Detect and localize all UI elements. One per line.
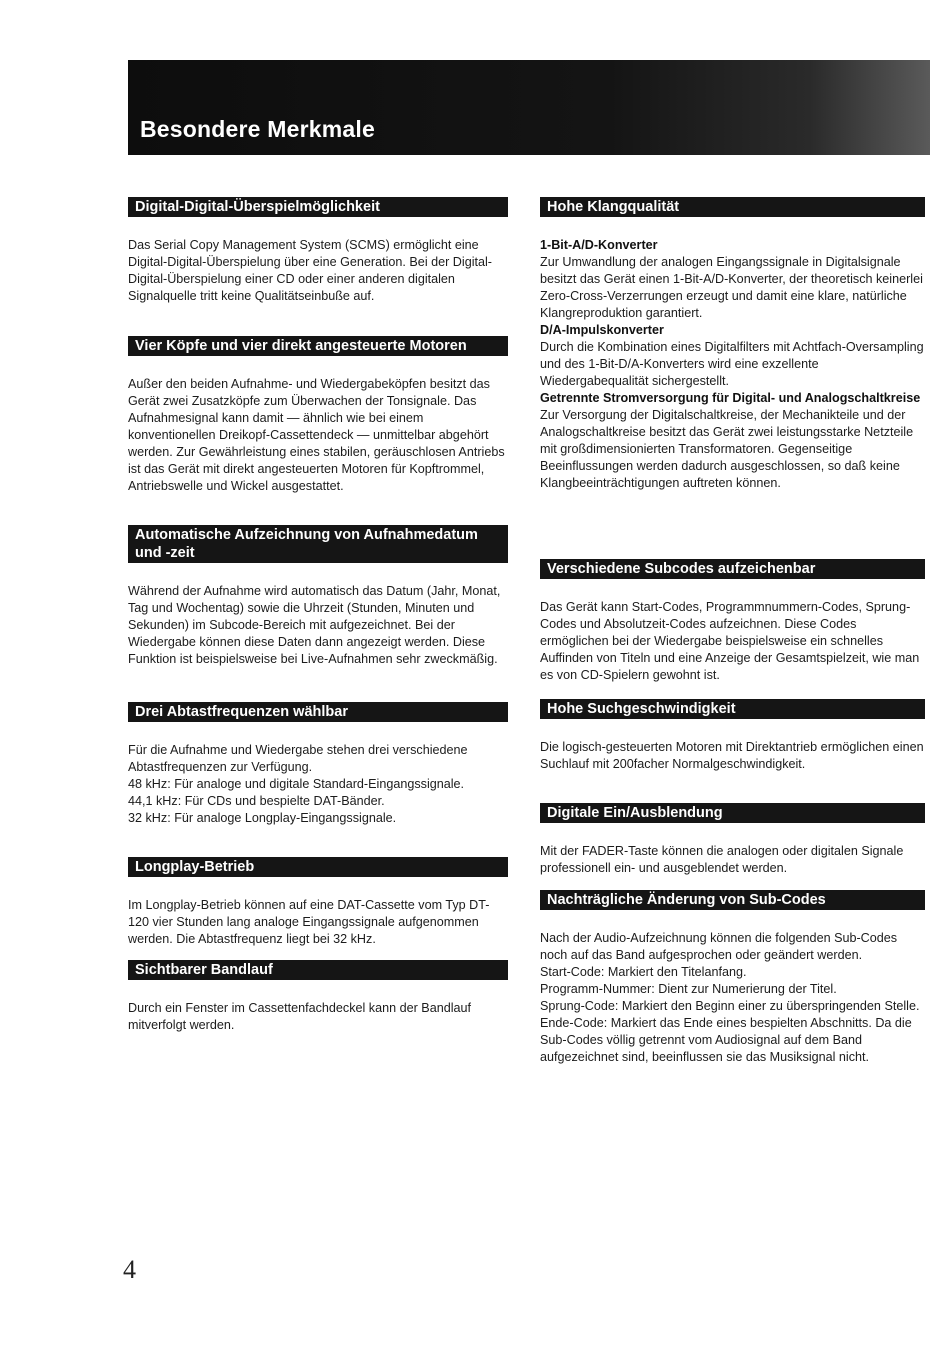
section-subcodes <box>540 559 925 684</box>
page-number: 4 <box>123 1255 136 1284</box>
section-text: Das Serial Copy Management System (SCMS) ermöglicht eine Digital-Digital-Überspielung über eine Generation. Bei der Digital-Digital-Überspielung einer CD oder einer anderen digitalen Signalquelle tritt keine Qualitätseinbuße auf. <box>128 238 493 303</box>
section-text: Mit der FADER-Taste können die analogen oder digitalen Signale professionell ein- und ausgeblendet werden. <box>540 844 904 875</box>
section-line: Sprung-Code: Markiert den Beginn einer zu überspringenden Stelle. <box>540 999 920 1013</box>
section-heading: Automatische Aufzeichnung von Aufnahmedatum und -zeit <box>128 525 508 563</box>
section-heading: Longplay-Betrieb <box>128 857 508 877</box>
section-heading: Hohe Klangqualität <box>540 197 925 217</box>
section-sound-quality <box>540 197 925 492</box>
section-tape-window <box>128 960 508 1034</box>
section-line: Für die Aufnahme und Wiedergabe stehen drei verschiedene Abtastfrequenzen zur Verfügung. <box>128 743 468 774</box>
section-line: 48 kHz: Für analoge und digitale Standard-Eingangssignale. <box>128 777 465 791</box>
page-title: Besondere Merkmale <box>140 116 375 142</box>
section-line: Start-Code: Markiert den Titelanfang. <box>540 965 747 979</box>
subsection-title: 1-Bit-A/D-Konverter <box>540 238 658 252</box>
section-text: Die logisch-gesteuerten Motoren mit Direktantrieb ermöglichen einen Suchlauf mit 200facher Normalgeschwindigkeit. <box>540 740 924 771</box>
section-line: 32 kHz: Für analoge Longplay-Eingangssignale. <box>128 811 397 825</box>
section-heading: Digitale Ein/Ausblendung <box>540 803 925 823</box>
section-heading: Vier Köpfe und vier direkt angesteuerte Motoren <box>128 336 508 356</box>
section-text: Durch ein Fenster im Cassettenfachdeckel kann der Bandlauf mitverfolgt werden. <box>128 1001 472 1032</box>
section-heading: Drei Abtastfrequenzen wählbar <box>128 702 508 722</box>
section-heading: Digital-Digital-Überspielmöglichkeit <box>128 197 508 217</box>
subsection-title: Getrennte Stromversorgung für Digital- und Analogschaltkreise <box>540 391 921 405</box>
section-heading: Sichtbarer Bandlauf <box>128 960 508 980</box>
title-banner <box>128 60 930 155</box>
section-text: Das Gerät kann Start-Codes, Programmnummern-Codes, Sprung-Codes und Absolutzeit-Codes aufzeichnen. Diese Codes ermöglichen bei der Wiedergabe beispielsweise ein schnelles Auffinden von Titeln und eine Anzeige der Gesamtspielzeit, wie man es von CD-Spielern gewohnt ist. <box>540 600 920 682</box>
section-heading: Hohe Suchgeschwindigkeit <box>540 699 925 719</box>
section-sampling-rates <box>128 702 508 827</box>
section-four-heads <box>128 336 508 495</box>
section-search-speed <box>540 699 925 773</box>
subsection-text: Durch die Kombination eines Digitalfilters mit Achtfach-Oversampling und des 1-Bit-D/A-Konverters wird eine exzellente Wiedergabequalität sichergestellt. <box>540 340 924 388</box>
section-line: 44,1 kHz: Für CDs und bespielte DAT-Bänder. <box>128 794 385 808</box>
section-fader <box>540 803 925 877</box>
subsection-text: Zur Umwandlung der analogen Eingangssignale in Digitalsignale besitzt das Gerät einen 1-Bit-A/D-Konverter, der theoretisch keinerlei Zero-Cross-Verzerrungen erzeugt und damit eine klare, natürliche Klangreproduktion garantiert. <box>540 255 923 320</box>
subsection-text: Zur Versorgung der Digitalschaltkreise, der Mechanikteile und der Analogschaltkreise besitzt das Gerät zwei leistungsstarke Netzteile mit großdimensionierten Transformatoren. Gegenseitige Beeinflussungen werden dadurch ausgeschlossen, so daß keine Klangbeeinträchtigungen auftreten können. <box>540 408 914 490</box>
section-auto-date <box>128 525 508 668</box>
section-heading: Nachträgliche Änderung von Sub-Codes <box>540 890 925 910</box>
section-line: Ende-Code: Markiert das Ende eines bespielten Abschnitts. Da die Sub-Codes völlig getrennt vom Audiosignal auf dem Band aufgezeichnet sind, beeinflussen sie das Musiksignal nicht. <box>540 1016 912 1064</box>
section-text: Im Longplay-Betrieb können auf eine DAT-Cassette vom Typ DT-120 vier Stunden lang analoge Eingangssignale aufgenommen werden. Die Abtastfrequenz liegt bei 32 kHz. <box>128 898 490 946</box>
section-line: Nach der Audio-Aufzeichnung können die folgenden Sub-Codes noch auf das Band aufgesprochen oder geändert werden. <box>540 931 898 962</box>
section-heading: Verschiedene Subcodes aufzeichenbar <box>540 559 925 579</box>
section-longplay <box>128 857 508 948</box>
section-text: Während der Aufnahme wird automatisch das Datum (Jahr, Monat, Tag und Wochentag) sowie die Uhrzeit (Stunden, Minuten und Sekunden) im Subcode-Bereich mit aufgezeichnet. Bei der Wiedergabe können diese Daten dann angezeigt werden. Diese Funktion ist beispielsweise bei Live-Aufnahmen sehr zweckmäßig. <box>128 584 501 666</box>
section-digital-copy <box>128 197 508 305</box>
subsection-title: D/A-Impulskonverter <box>540 323 664 337</box>
section-subcode-edit <box>540 890 925 1066</box>
section-line: Programm-Nummer: Dient zur Numerierung der Titel. <box>540 982 837 996</box>
section-text: Außer den beiden Aufnahme- und Wiedergabeköpfen besitzt das Gerät zwei Zusatzköpfe zum Überwachen der Tonsignale. Das Aufnahmesignal kann damit — ähnlich wie bei einem konventionellen Dreikopf-Cassettendeck — unmittelbar abgehört werden. Zur Gewährleistung eines stabilen, geräuschlosen Antriebs ist das Gerät mit direkt angesteuerten Motoren für Kopftrommel, Antriebswelle und Wickel ausgestattet. <box>128 377 505 493</box>
